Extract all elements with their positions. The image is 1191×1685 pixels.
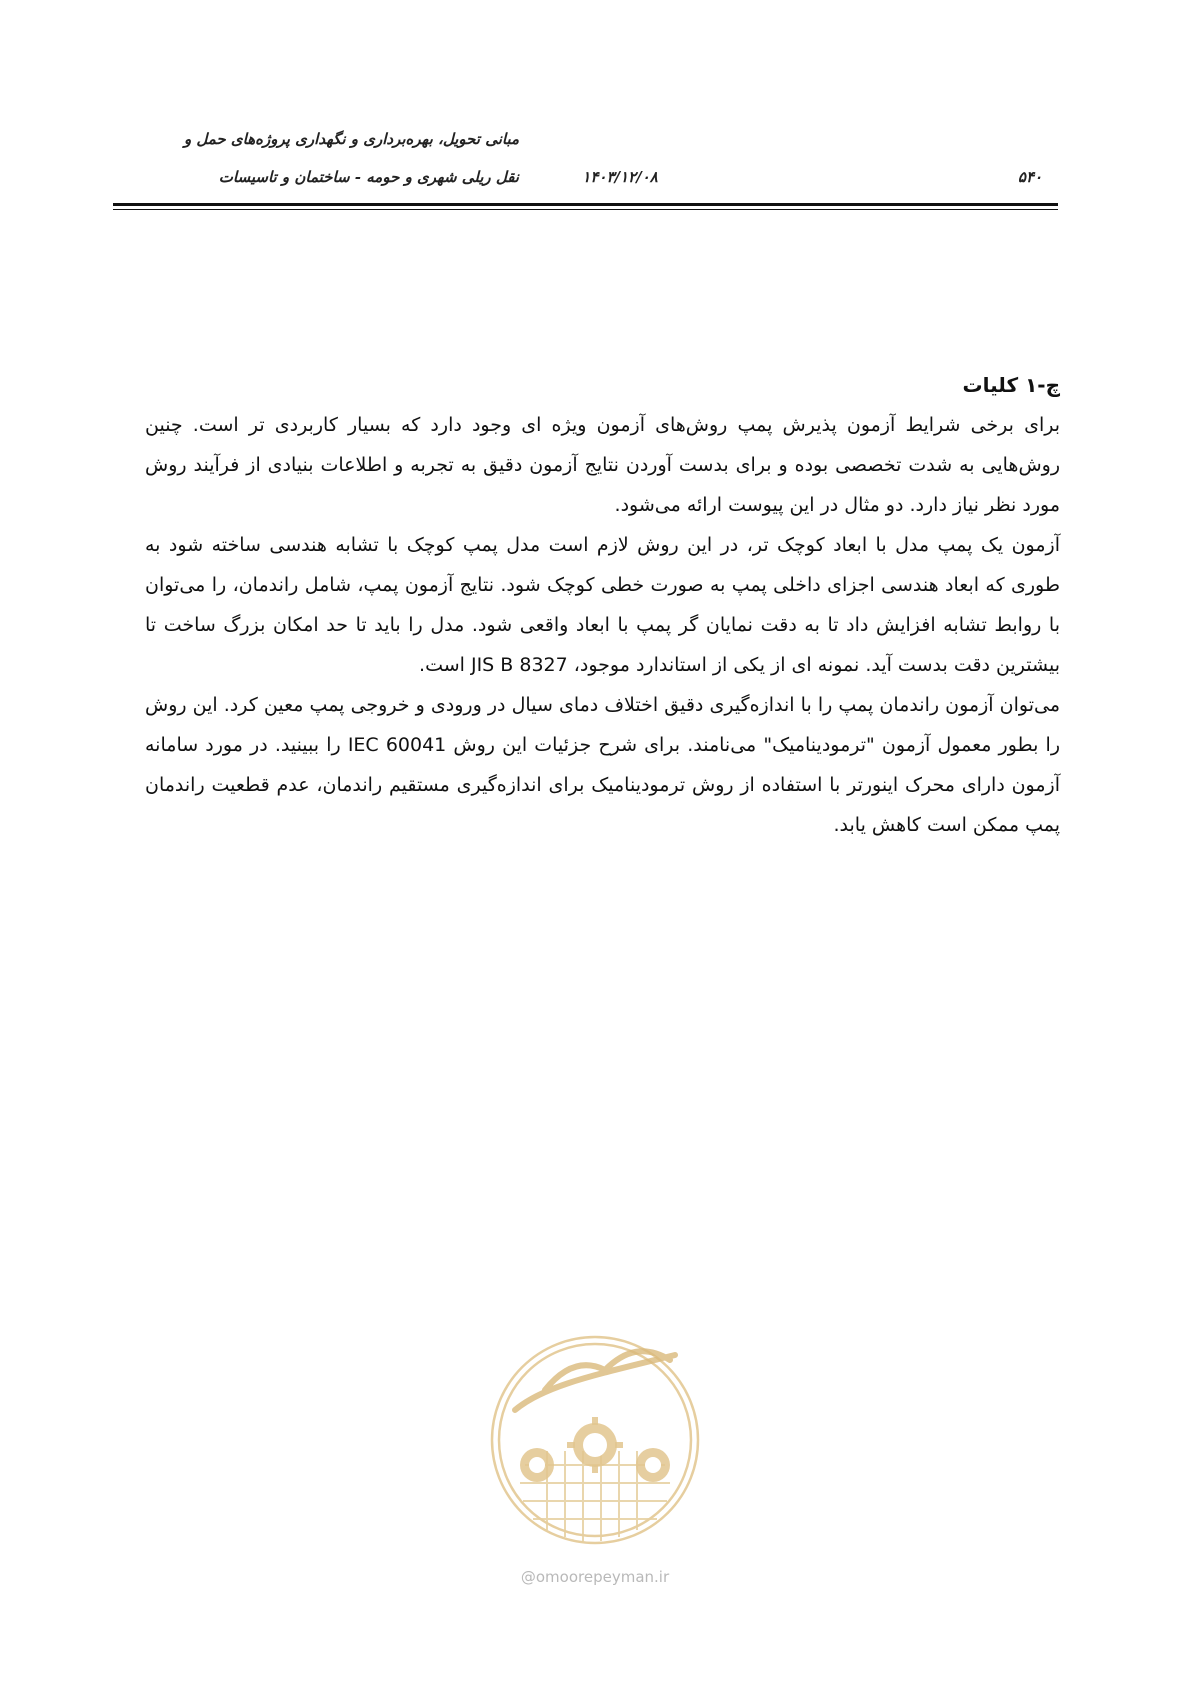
header-title-line2: نقل ریلی شهری و حومه - ساختمان و تاسیسات xyxy=(218,168,519,186)
header-page-number: ۵۴۰ xyxy=(1017,168,1043,186)
header-rule-thin xyxy=(113,209,1058,210)
section-body xyxy=(145,365,1060,845)
watermark-url: @omoorepeyman.ir xyxy=(520,1568,670,1586)
header-title-line1: مبانی تحویل، بهره‌برداری و نگهداری پروژه‌های حمل و xyxy=(183,130,519,148)
header-rule-thick xyxy=(113,203,1058,206)
paragraph-1: برای برخی شرایط آزمون پذیرش پمپ روش‌های آزمون ویژه ای وجود دارد که بسیار کاربردی تر است. چنین روش‌هایی به شدت تخصصی بوده و برای بدست آوردن نتایج آزمون دقیق به تجربه و اطلاعات بنیادی از فرآیند روش مورد نظر نیاز دارد. دو مثال در این پیوست ارائه می‌شود. xyxy=(145,414,1060,516)
paragraph-3: می‌توان آزمون راندمان پمپ را با اندازه‌گیری دقیق اختلاف دمای سیال در ورودی و خروجی پمپ معین کرد. این روش را بطور معمول آزمون "ترمودینامیک" می‌نامند. برای شرح جزئیات این روش IEC 60041 را ببینید. در مورد سامانه آزمون دارای محرک اینورتر با استفاده از روش ترمودینامیک برای اندازه‌گیری مستقیم راندمان، عدم قطعیت راندمان پمپ ممکن است کاهش یابد. xyxy=(145,694,1061,836)
header-date: ۱۴۰۳/۱۲/۰۸ xyxy=(582,168,658,186)
paragraph-2: آزمون یک پمپ مدل با ابعاد کوچک تر، در این روش لازم است مدل پمپ کوچک با تشابه هندسی ساخته شود به طوری که ابعاد هندسی اجزای داخلی پمپ به صورت خطی کوچک شود. نتایج آزمون پمپ، شامل راندمان، را می‌توان با روابط تشابه افزایش داد تا به دقت نمایان گر پمپ با ابعاد واقعی شود. مدل را باید تا حد امکان بزرگ ساخت تا بیشترین دقت بدست آید. نمونه ای از یکی از استاندارد موجود، JIS B 8327 است. xyxy=(145,534,1060,676)
section-heading: چ-۱ کلیات xyxy=(962,373,1060,397)
watermark-logo xyxy=(485,1315,705,1565)
